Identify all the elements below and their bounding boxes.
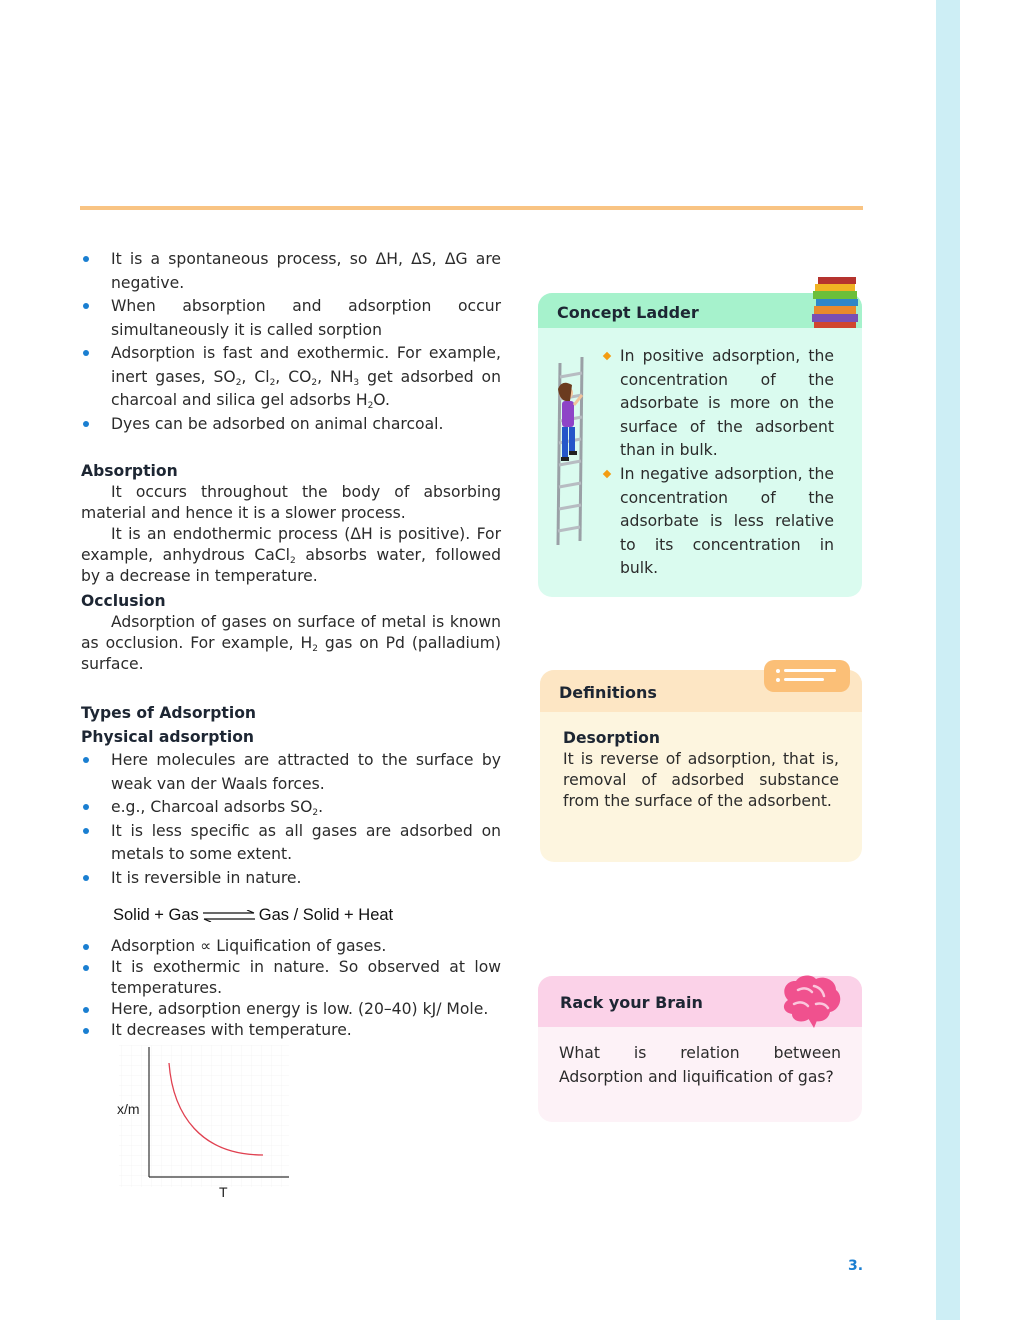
rack-your-brain-title: Rack your Brain	[560, 993, 703, 1012]
physical-heading: Physical adsorption	[81, 728, 255, 746]
graph-xlabel: T	[219, 1183, 228, 1200]
intro-bullets	[81, 248, 501, 436]
absorption-para-2: It is an endothermic process (ΔH is positive). For example, anhydrous CaCl$_2$ absorbs water, followed by a decrease in temperature.	[81, 525, 502, 585]
concept-ladder-box	[538, 293, 862, 597]
occlusion-para: Adsorption of gases on surface of metal is known as occlusion. For example, $H_2$ gas on Pd (palladium) surface.	[81, 613, 501, 673]
equation-left: Solid + Gas	[113, 906, 199, 924]
list-item: Adsorption ∝ Liquification of gases.	[81, 936, 501, 957]
page-number: 3.	[848, 1258, 864, 1274]
adsorption-temperature-graph	[111, 1045, 301, 1210]
list-item: In positive adsorption, the concentration of the adsorbate is more on the surface of the adsorbent than in bulk.	[602, 345, 834, 463]
concept-ladder-list	[602, 345, 834, 581]
absorption-heading: Absorption	[81, 462, 178, 480]
definitions-box	[540, 670, 862, 862]
list-item: e.g., Charcoal adsorbs $SO_2$.	[81, 796, 501, 820]
graph-grid	[119, 1045, 289, 1187]
list-item: It is reversible in nature.	[81, 867, 501, 891]
top-rule	[80, 206, 863, 210]
side-strip	[936, 0, 960, 1320]
definitions-title: Definitions	[559, 683, 657, 702]
list-item: It is less specific as all gases are adsorbed on metals to some extent.	[81, 820, 501, 867]
brain-icon	[778, 974, 844, 1030]
list-item: In negative adsorption, the concentration of the adsorbate is less relative to its concentration in bulk.	[602, 463, 834, 581]
physical-bullets	[81, 749, 501, 890]
notes-icon	[764, 660, 850, 692]
list-item: Here, adsorption energy is low. (20–40) kJ/ Mole.	[81, 999, 501, 1020]
list-item: It decreases with temperature.	[81, 1020, 501, 1041]
equilibrium-equation	[113, 904, 501, 928]
equation-right: Gas / Solid + Heat	[258, 906, 394, 924]
list-item: Dyes can be adsorbed on animal charcoal.	[81, 413, 501, 437]
rack-your-brain-question: What is relation between Adsorption and liquification of gas?	[559, 1044, 841, 1086]
list-item: Here molecules are attracted to the surface by weak van der Waals forces.	[81, 749, 501, 796]
list-item: When absorption and adsorption occur simultaneously it is called sorption	[81, 295, 501, 342]
ladder-girl-icon	[552, 353, 592, 549]
absorption-para-1: It occurs throughout the body of absorbing material and hence it is a slower process.	[81, 483, 501, 522]
definition-text: It is reverse of adsorption, that is, removal of adsorbed substance from the surface of the adsorbent.	[563, 750, 839, 810]
more-bullets	[81, 936, 501, 1041]
list-item: Adsorption is fast and exothermic. For example, inert gases, $SO_2$, $Cl_2$, $CO_2$, $NH_3$ get adsorbed on charcoal and silica gel adsorbs $H_2O$.	[81, 342, 501, 413]
rack-your-brain-box	[538, 976, 862, 1122]
types-heading: Types of Adsorption	[81, 704, 257, 722]
definition-term: Desorption	[563, 729, 660, 747]
definitions-content	[563, 728, 839, 812]
graph-ylabel: x/m	[117, 1100, 140, 1117]
concept-ladder-title: Concept Ladder	[557, 303, 699, 322]
left-column	[81, 248, 501, 1217]
equilibrium-arrows-icon	[201, 910, 257, 922]
occlusion-heading: Occlusion	[81, 592, 166, 610]
list-item: It is exothermic in nature. So observed at low temperatures.	[81, 957, 501, 999]
list-item: It is a spontaneous process, so ΔH, ΔS, ΔG are negative.	[81, 248, 501, 295]
books-icon	[810, 277, 860, 329]
